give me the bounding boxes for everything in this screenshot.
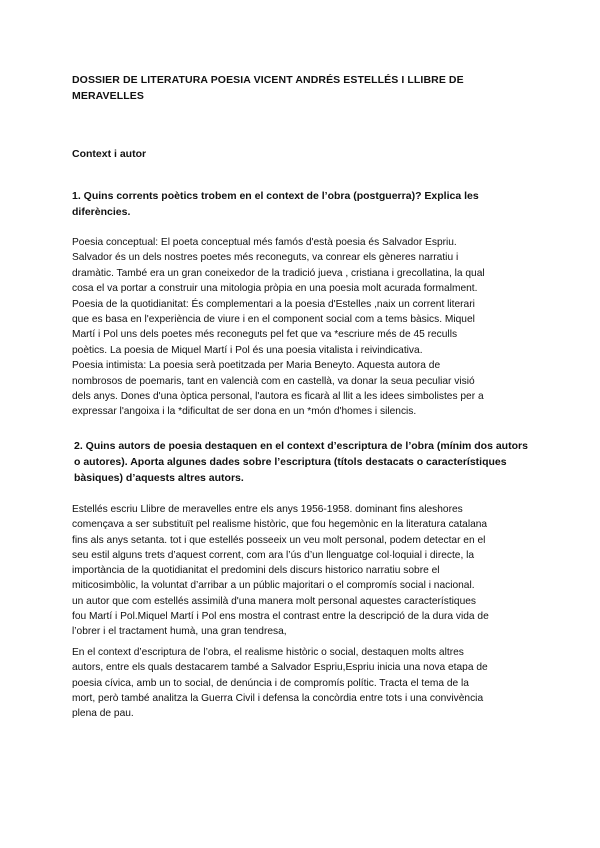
answer-1-line: cosa el va portar a construir una mitologia pròpia en una poesia molt acurada formalment. (72, 283, 478, 295)
answer-1-line: dels anys. Dones d'una òptica personal, l'autora es ficarà al llit a les idees simbolistes per a (72, 391, 484, 403)
answer-1-line: que es basa en l'experiència de viure i en el component social com a tems bàsics. Miquel (72, 314, 475, 326)
answer-2-line: començava a ser substituït pel realisme històric, que fou hegemònic en la literatura catalana (72, 519, 488, 531)
answer-1-line: Poesia intimista: La poesia serà poetitzada per Maria Beneyto. Aquesta autora de (72, 360, 441, 372)
answer-3-line: autors, entre els quals destacarem també a Salvador Espriu,Espriu inicia una nova etapa de (72, 662, 488, 674)
answer-1-line: Salvador és un dels nostres poetes més reconeguts, va conrear els gèneres narratiu i (72, 252, 459, 264)
answer-3-line: poesia cívica, amb un to social, de denúncia i de compromís polític. Tracta el tema de la (72, 677, 469, 689)
answer-2-line: Estellés escriu Llibre de meravelles entre els anys 1956-1958. dominant fins aleshores (72, 504, 463, 515)
answer-1-paragraph (72, 235, 534, 420)
answer-2-line: importància de la quotidianitat el predomini dels discurs historico narratiu sobre el (72, 565, 440, 577)
answer-3-paragraph (72, 645, 534, 721)
answer-2-line: fou Martí i Pol.Miquel Martí i Pol ens mostra el contrast entre la descripció de la dura vida de (72, 611, 489, 623)
answer-2-line: fins als anys setanta. tot i que estellés posseeix un veu molt personal, podem detectar en el (72, 534, 486, 546)
answer-1-line: Martí i Pol uns dels poetes més reconeguts pel fet que va *escriure més de 45 reculls (72, 329, 458, 341)
answer-2-line: l’obrer i el tractament humà, una gran tendresa, (72, 626, 287, 638)
answer-2-line: miticosimbòlic, la voluntat d’arribar a un públic majoritari o el compromís social i nacional. (72, 580, 475, 592)
answer-3-line: plena de pau. (72, 708, 134, 720)
answer-2-line: seu estil alguns trets d’aquest corrent, com ara l’ús d’un llenguatge col·loquial i directe, la (72, 549, 475, 561)
answer-2-paragraph (72, 502, 534, 640)
question-2: 2. Quins autors de poesia destaquen en el context d’escriptura de l’obra (mínim dos autors o autores). Aporta algunes dades sobre l’escriptura (títols destacats o característiques bàsiques) d’aquests altres autors. (74, 440, 528, 484)
answer-1-line: dramàtic. També era un gran coneixedor de la tradició jueva , cristiana i grecollatina, la qual (72, 267, 485, 279)
answer-1-line: expressar l'angoixa i la *dificultat de ser dona en un *món d'homes i silencis. (72, 406, 417, 418)
answer-1-line: poètics. La poesia de Miquel Martí i Pol és una poesia vitalista i reivindicativa. (72, 344, 423, 356)
question-1: 1. Quins corrents poètics trobem en el context de l’obra (postguerra)? Explica les diferències. (72, 190, 479, 218)
answer-2-line: un autor que com estellés assimilà d'una manera molt personal aquestes característiques (72, 595, 476, 607)
answer-1-line: Poesia conceptual: El poeta conceptual més famós d'està poesia és Salvador Espriu. (72, 237, 457, 248)
answer-3-line: En el context d’escriptura de l’obra, el realisme històric o social, destaquen molts altres (72, 647, 464, 658)
document-title: DOSSIER DE LITERATURA POESIA VICENT ANDRÉS ESTELLÉS I LLIBRE DE MERAVELLES (72, 74, 464, 102)
section-heading: Context i autor (72, 148, 147, 160)
answer-1-line: Poesia de la quotidianitat: És complementari a la poesia d'Estelles ,naix un corrent literari (72, 298, 475, 310)
answer-3-line: mort, però també analitza la Guerra Civil i defensa la concòrdia entre tots i una convivència (72, 692, 484, 704)
answer-1-line: nombrosos de poemaris, tant en valencià com en castellà, va donar la seua peculiar visió (72, 375, 475, 387)
